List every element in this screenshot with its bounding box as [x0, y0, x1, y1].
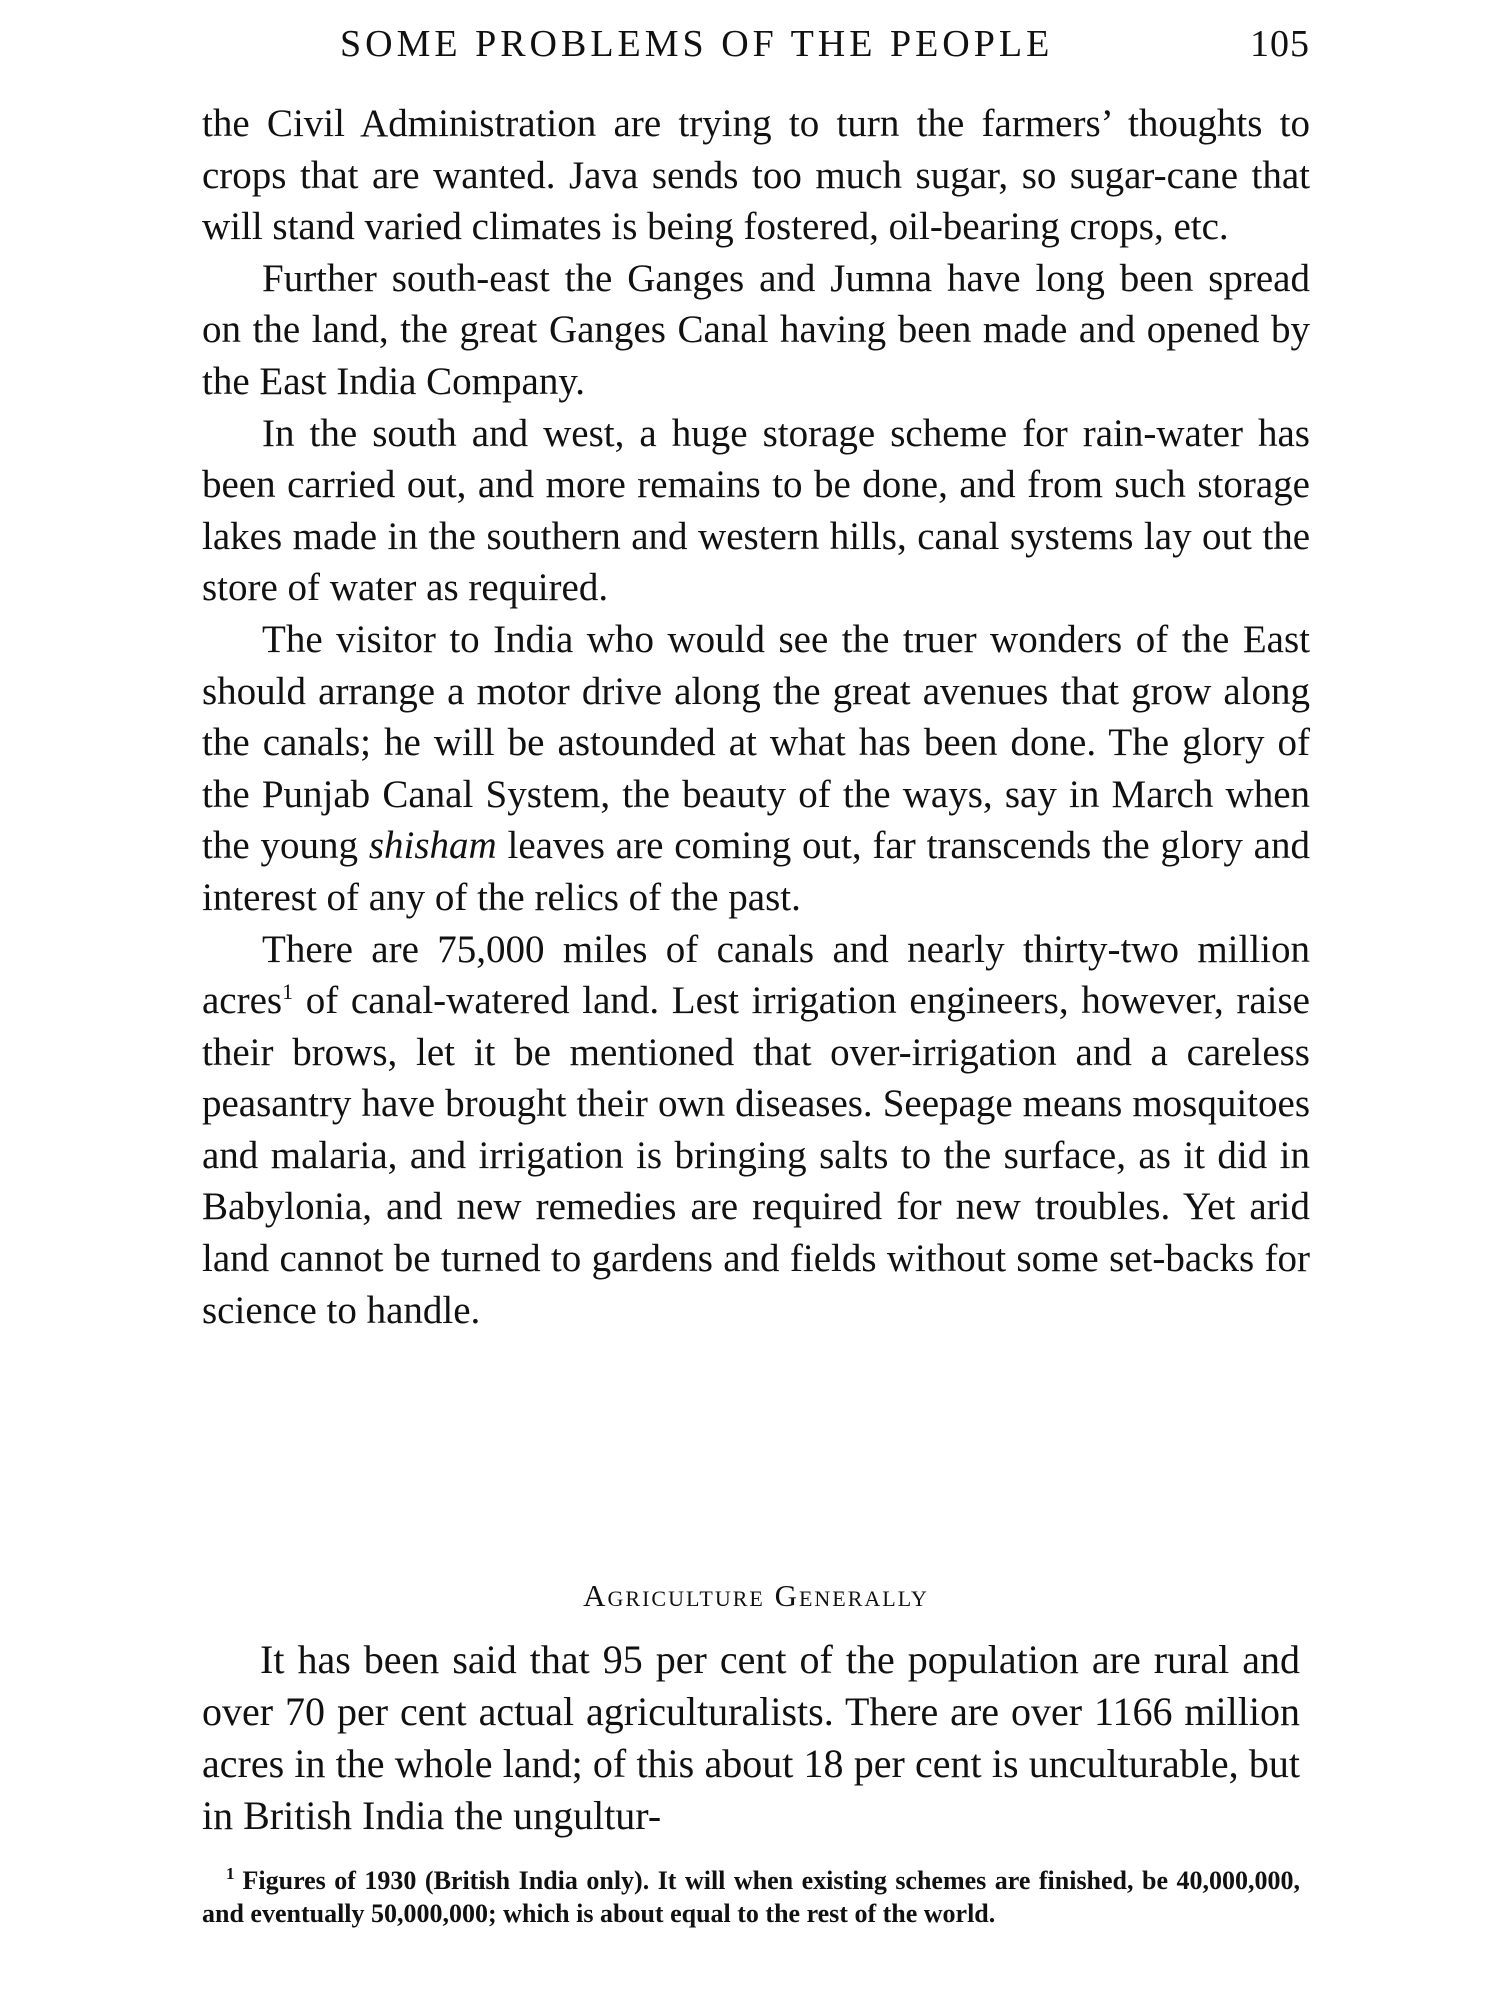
running-header [340, 22, 1310, 72]
paragraph-visitor [202, 614, 1310, 924]
footnote [202, 1864, 1300, 1930]
section-heading: Agriculture Generally [583, 1578, 929, 1613]
page-number: 105 [1250, 23, 1310, 65]
paragraph-canals-text-b: of canal-watered land. Lest irrigation engineers, however, raise their brows, let it be mentioned that over-irrigation and a careless peasantry have brought their own diseases. Seepage means mosquitoes and malaria, and irrigation is bringing salts to the surface, as it did in Babylonia, and new remedies are required for new troubles. Yet arid land cannot be turned to gardens and fields without some set-backs for science to handle. [202, 979, 1310, 1332]
paragraph-visitor-text-b: leaves are coming out, far transcends the glory and interest of any of the relics of the past. [202, 824, 1310, 919]
body-text [202, 98, 1310, 1336]
footnote-reference[interactable]: 1 [282, 979, 294, 1005]
footnote-text: Figures of 1930 (British India only). It will when existing schemes are finished, be 40,000,000, and eventually 50,000,000; which is about equal to the rest of the world. [202, 1866, 1300, 1928]
paragraph-ganges: Further south-east the Ganges and Jumna have long been spread on the land, the great Ganges Canal having been made and opened by the East India Company. [202, 256, 1310, 403]
paragraph-continued: the Civil Administration are trying to turn the farmers’ thoughts to crops that are wanted. Java sends too much sugar, so sugar-cane that will stand varied climates is being fostered, oil-bearing crops, etc. [202, 102, 1310, 249]
italic-term-shisham: shisham [368, 824, 497, 868]
paragraph-agriculture: It has been said that 95 per cent of the population are rural and over 70 per cent actual agriculturalists. There are over 1166 million acres in the whole land; of this about 18 per cent is unculturable, but in British India the ungultur- [202, 1637, 1300, 1838]
footnote-marker: 1 [226, 1864, 235, 1884]
running-header-title: SOME PROBLEMS OF THE PEOPLE [340, 23, 1054, 65]
paragraph-storage-scheme: In the south and west, a huge storage scheme for rain-water has been carried out, and more remains to be done, and from such storage lakes made in the southern and western hills, canal systems lay out the store of water as required. [202, 411, 1310, 610]
section-body [202, 1634, 1300, 1842]
paragraph-canals [202, 924, 1310, 1337]
paragraph-visitor-text-a: The visitor to India who would see the truer wonders of the East should arrange a motor drive along the great avenues that grow along the canals; he will be astounded at what has been done. The glory of the Punjab Canal System, the beauty of the ways, say in March when the young [202, 617, 1310, 868]
paragraph-canals-text-a: There are 75,000 miles of canals and nearly thirty-two million acres [202, 927, 1310, 1023]
